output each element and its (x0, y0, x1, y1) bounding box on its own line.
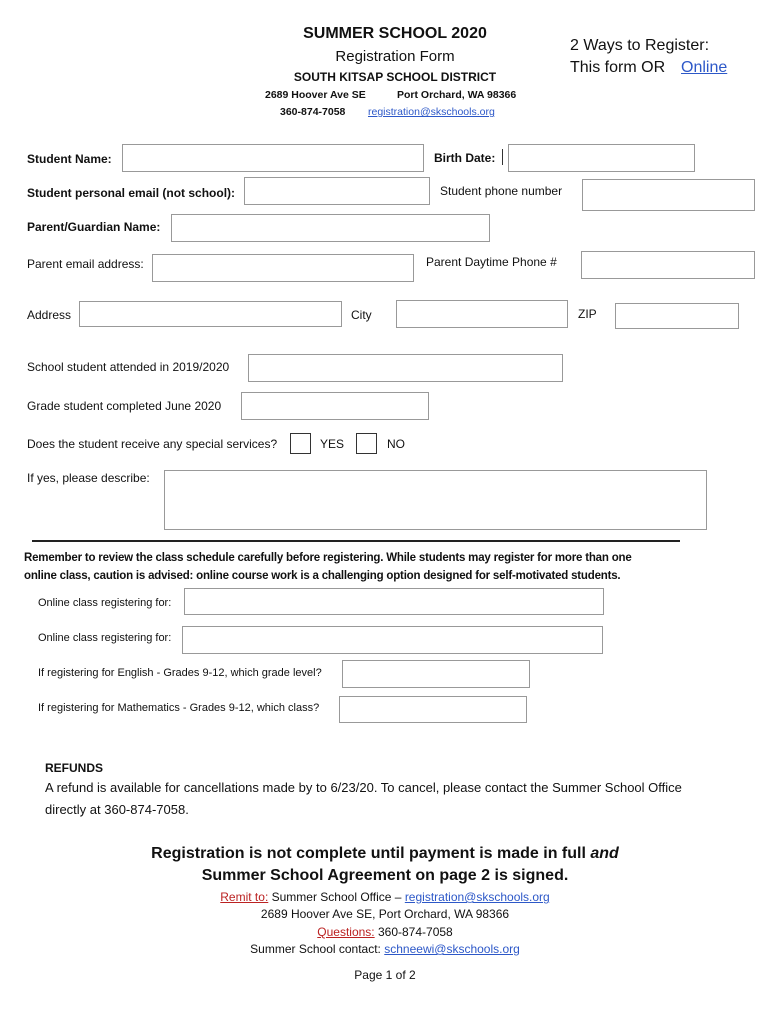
online-register-link[interactable]: Online (681, 59, 728, 76)
student-name-label: Student Name: (27, 152, 112, 166)
district-city: Port Orchard, WA 98366 (397, 89, 517, 101)
parent-name-label: Parent/Guardian Name: (27, 220, 161, 234)
english-grade-label: If registering for English - Grades 9-12, which grade level? (38, 667, 322, 679)
special-services-label: Does the student receive any special services? (27, 437, 278, 451)
parent-email-label: Parent email address: (27, 257, 144, 271)
address-label: Address (27, 308, 72, 322)
grade-completed-label: Grade student completed June 2020 (27, 399, 222, 413)
online-class-1-input[interactable] (184, 588, 604, 615)
remit-line: Remit to: Summer School Office – registration@skschools.org (220, 890, 550, 904)
student-email-input[interactable] (244, 177, 430, 205)
parent-email-input[interactable] (152, 254, 414, 282)
school-attended-label: School student attended in 2019/2020 (27, 360, 230, 374)
refunds-line2: directly at 360-874-7058. (45, 802, 189, 817)
text-cursor (502, 149, 503, 165)
student-name-input[interactable] (122, 144, 424, 172)
zip-input[interactable] (615, 303, 739, 329)
birth-date-input[interactable] (508, 144, 695, 172)
page-number: Page 1 of 2 (354, 968, 416, 982)
online-class-2-input[interactable] (182, 626, 603, 654)
refunds-line1: A refund is available for cancellations made by to 6/23/20. To cancel, please contact the Summer School Office (45, 780, 682, 795)
district-email-link[interactable]: registration@skschools.org (368, 106, 495, 118)
city-label: City (351, 308, 372, 322)
section-divider (32, 540, 680, 542)
contact-email-link[interactable]: schneewi@skschools.org (384, 942, 520, 956)
online-class-2-label: Online class registering for: (38, 632, 172, 644)
notice-line2: online class, caution is advised: online course work is a challenging option designed for self-motivated students. (24, 570, 621, 582)
remit-label: Remit to: (220, 890, 269, 904)
school-attended-input[interactable] (248, 354, 563, 382)
no-checkbox[interactable] (356, 433, 377, 454)
form-subtitle: Registration Form (335, 48, 455, 65)
contact-line: Summer School contact: schneewi@skschools.org (250, 942, 520, 956)
district-phone: 360-874-7058 (280, 106, 346, 118)
math-class-label: If registering for Mathematics - Grades 9-12, which class? (38, 702, 320, 714)
payment-notice-line2: Summer School Agreement on page 2 is signed. (201, 867, 569, 884)
no-label: NO (387, 437, 405, 451)
address-input[interactable] (79, 301, 342, 327)
grade-completed-input[interactable] (241, 392, 429, 420)
payment-notice-line1: Registration is not complete until payment is made in full and (151, 845, 619, 862)
student-phone-input[interactable] (582, 179, 755, 211)
student-email-label: Student personal email (not school): (27, 186, 236, 200)
district-name: SOUTH KITSAP SCHOOL DISTRICT (293, 70, 497, 84)
math-class-input[interactable] (339, 696, 527, 723)
student-phone-label: Student phone number (440, 184, 563, 198)
parent-phone-input[interactable] (581, 251, 755, 279)
describe-label: If yes, please describe: (27, 471, 150, 485)
district-address: 2689 Hoover Ave SE (265, 89, 366, 101)
and-emphasis: and (590, 845, 619, 862)
questions-line: Questions: 360-874-7058 (317, 925, 453, 939)
refunds-heading: REFUNDS (45, 761, 104, 775)
questions-label: Questions: (317, 925, 375, 939)
online-class-1-label: Online class registering for: (38, 597, 172, 609)
ways-to-register: 2 Ways to Register: (570, 37, 710, 54)
city-input[interactable] (396, 300, 568, 328)
notice-line1: Remember to review the class schedule carefully before registering. While students may register for more than one (24, 552, 632, 564)
form-title: SUMMER SCHOOL 2020 (303, 25, 487, 42)
this-form-or: This form OR (570, 59, 666, 76)
remit-email-link[interactable]: registration@skschools.org (404, 890, 550, 904)
parent-phone-label: Parent Daytime Phone # (426, 255, 557, 269)
zip-label: ZIP (578, 307, 597, 321)
english-grade-input[interactable] (342, 660, 530, 688)
parent-name-input[interactable] (171, 214, 490, 242)
remit-address: 2689 Hoover Ave SE, Port Orchard, WA 98366 (260, 907, 510, 921)
describe-input[interactable] (164, 470, 707, 530)
birth-date-label: Birth Date: (434, 151, 496, 165)
yes-label: YES (320, 437, 345, 451)
yes-checkbox[interactable] (290, 433, 311, 454)
